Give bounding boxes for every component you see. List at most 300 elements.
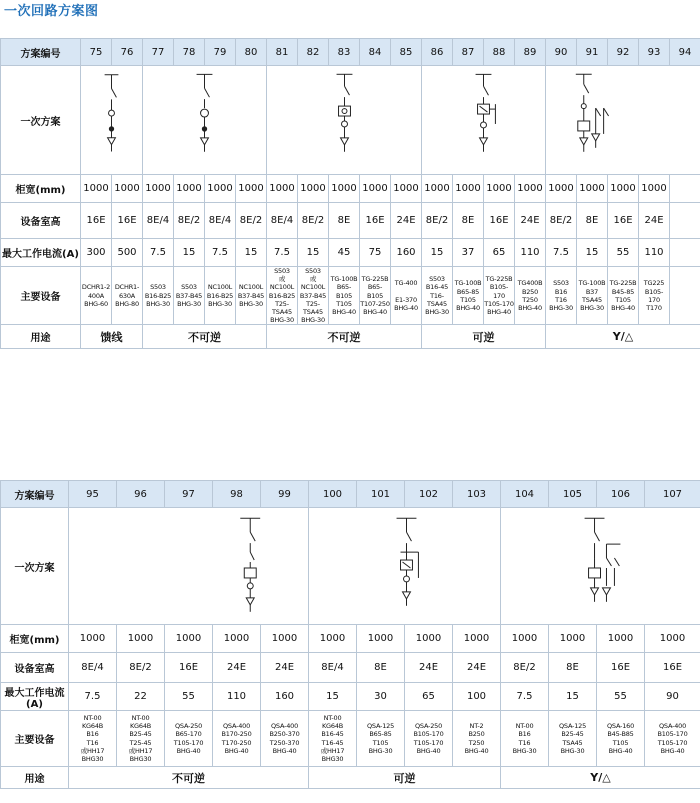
- scheme-number: 84: [360, 39, 391, 66]
- primary-scheme-label: 一次方案: [1, 66, 81, 175]
- equipment-line: B105-170: [413, 730, 444, 739]
- usage-label: 用途: [1, 325, 81, 349]
- equipment-line: T105: [336, 299, 352, 308]
- cabinet-width-value: 1000: [267, 175, 298, 203]
- equipment-line: B16: [554, 287, 568, 296]
- max-current-value: 15: [174, 239, 205, 267]
- max-current-value: 75: [360, 239, 391, 267]
- equipment-line: NT-2: [469, 722, 484, 731]
- max-current-value: [670, 239, 700, 267]
- max-current-value: 37: [453, 239, 484, 267]
- main-equipment-label: 主要设备: [1, 267, 81, 325]
- equipment-line: T250: [468, 738, 485, 747]
- max-current-label: 最大工作电流(A): [1, 239, 81, 267]
- equipment-line: B16-B25: [144, 291, 172, 300]
- room-height-value: 8E/4: [205, 203, 236, 239]
- circuit-diagram-100-103: [309, 508, 501, 625]
- scheme-number: 101: [357, 481, 405, 508]
- scheme-number: 89: [515, 39, 546, 66]
- equipment-line: B105-170: [644, 287, 664, 304]
- equipment-line: BHG-40: [608, 746, 633, 755]
- equipment-line: 630A: [118, 291, 136, 300]
- equipment-cell: [81, 267, 112, 325]
- room-height-value: 24E: [515, 203, 546, 239]
- equipment-line: B16-45: [321, 730, 344, 739]
- equipment-line: DCHR1-: [114, 283, 140, 292]
- scheme-number: 107: [645, 481, 700, 508]
- equipment-line: BHG30: [321, 754, 344, 763]
- equipment-line: T16: [555, 295, 567, 304]
- equipment-cell: [577, 267, 608, 325]
- equipment-line: BHG-40: [456, 303, 480, 312]
- equipment-cell: [174, 267, 205, 325]
- usage-cell: 可逆: [309, 767, 501, 789]
- equipment-cell: [670, 267, 700, 325]
- equipment-line: B65-170: [175, 730, 202, 739]
- equipment-line: T170: [646, 303, 662, 312]
- scheme-number: 76: [112, 39, 143, 66]
- equipment-line: S503: [181, 283, 197, 292]
- max-current-value: 7.5: [69, 683, 117, 711]
- room-height-value: 24E: [453, 653, 501, 683]
- cabinet-width-value: 1000: [165, 625, 213, 653]
- scheme-number: 82: [298, 39, 329, 66]
- equipment-line: T16-45: [321, 738, 344, 747]
- equipment-line: TG-225B: [361, 275, 389, 284]
- equipment-line: QSA-400: [270, 722, 299, 731]
- cabinet-width-value: 1000: [501, 625, 549, 653]
- max-current-value: 15: [549, 683, 597, 711]
- equipment-cell: [165, 711, 213, 767]
- room-height-value: 8E/2: [422, 203, 453, 239]
- equipment-line: BHG-30: [301, 316, 325, 325]
- scheme-number: 99: [261, 481, 309, 508]
- equipment-line: BHG-30: [368, 746, 393, 755]
- equipment-line: NC100L: [207, 283, 233, 292]
- scheme-number: 102: [405, 481, 453, 508]
- equipment-cell: [236, 267, 267, 325]
- circuit-diagram-90-94: [546, 66, 700, 175]
- equipment-line: BHG-30: [146, 299, 170, 308]
- cabinet-width-value: 1000: [360, 175, 391, 203]
- equipment-cell: [645, 711, 700, 767]
- room-height-value: 16E: [360, 203, 391, 239]
- equipment-line: 或HH17: [320, 746, 345, 755]
- usage-cell: 不可逆: [267, 325, 422, 349]
- equipment-line: T250: [522, 295, 538, 304]
- max-current-value: 22: [117, 683, 165, 711]
- equipment-line: B37-B45: [175, 291, 203, 300]
- equipment-cell: [309, 711, 357, 767]
- equipment-line: BHG-30: [560, 746, 585, 755]
- equipment-line: B25-45: [561, 730, 584, 739]
- room-height-value: 8E: [357, 653, 405, 683]
- room-height-value: 8E/4: [143, 203, 174, 239]
- cabinet-width-value: 1000: [143, 175, 174, 203]
- equipment-line: NT-00: [131, 713, 150, 722]
- equipment-line: B65-85: [456, 287, 480, 296]
- equipment-line: B16: [518, 730, 531, 739]
- usage-cell: Y/△: [546, 325, 700, 349]
- equipment-line: T105: [460, 295, 476, 304]
- equipment-line: BHG-40: [363, 308, 387, 317]
- scheme-number: 104: [501, 481, 549, 508]
- equipment-line: T16: [86, 738, 99, 747]
- scheme-table-2: [0, 480, 700, 789]
- equipment-line: T25-45: [129, 738, 152, 747]
- cabinet-width-value: 1000: [213, 625, 261, 653]
- equipment-line: QSA-250: [174, 722, 203, 731]
- equipment-cell: [501, 711, 549, 767]
- equipment-line: NT-00: [515, 722, 534, 731]
- equipment-cell: [391, 267, 422, 325]
- equipment-cell: [484, 267, 515, 325]
- cabinet-width-value: 1000: [329, 175, 360, 203]
- scheme-number: 86: [422, 39, 453, 66]
- max-current-value: 7.5: [267, 239, 298, 267]
- equipment-line: QSA-400: [658, 722, 687, 731]
- page-title: 一次回路方案图: [4, 4, 99, 19]
- usage-cell: 不可逆: [143, 325, 267, 349]
- scheme-number: 103: [453, 481, 501, 508]
- room-height-value: 8E/2: [236, 203, 267, 239]
- scheme-number: 75: [81, 39, 112, 66]
- equipment-line: BHG30: [81, 754, 104, 763]
- equipment-line: TG-225B: [485, 275, 513, 284]
- room-height-value: 8E/4: [69, 653, 117, 683]
- max-current-value: 45: [329, 239, 360, 267]
- equipment-line: B105-170: [657, 730, 688, 739]
- equipment-line: B105-170: [489, 283, 509, 300]
- circuit-diagram-75-76: [81, 66, 143, 175]
- equipment-line: BHG-40: [487, 308, 511, 317]
- equipment-line: QSA-160: [606, 722, 635, 731]
- cabinet-width-value: 1000: [117, 625, 165, 653]
- room-height-value: 24E: [391, 203, 422, 239]
- equipment-line: BHG-40: [518, 303, 542, 312]
- max-current-value: 15: [236, 239, 267, 267]
- scheme-number: 83: [329, 39, 360, 66]
- equipment-line: B250: [521, 287, 539, 296]
- cabinet-width-value: 1000: [81, 175, 112, 203]
- max-current-value: 110: [213, 683, 261, 711]
- room-height-value: 24E: [405, 653, 453, 683]
- cabinet-width-value: 1000: [546, 175, 577, 203]
- cabinet-width-value: 1000: [645, 625, 700, 653]
- equipment-line: T105: [612, 738, 629, 747]
- scheme-number: 88: [484, 39, 515, 66]
- equipment-line: BHG-30: [549, 303, 573, 312]
- equipment-line: KG64B: [321, 722, 344, 731]
- equipment-line: T107-250: [360, 299, 390, 308]
- equipment-cell: [261, 711, 309, 767]
- equipment-line: TG225: [643, 279, 665, 288]
- max-current-value: 65: [484, 239, 515, 267]
- cabinet-width-value: 1000: [597, 625, 645, 653]
- equipment-line: BHG-30: [177, 299, 201, 308]
- equipment-line: T25-TSA45: [272, 299, 292, 317]
- equipment-line: BHG-40: [176, 746, 201, 755]
- equipment-line: T16: [518, 738, 531, 747]
- equipment-line: BHG-40: [224, 746, 249, 755]
- room-height-value: 8E: [453, 203, 484, 239]
- equipment-line: TG-225B: [609, 279, 637, 288]
- scheme-number: 95: [69, 481, 117, 508]
- scheme-number: 90: [546, 39, 577, 66]
- max-current-value: 7.5: [205, 239, 236, 267]
- equipment-line: B65-B105: [366, 283, 384, 300]
- equipment-line: B45-85: [611, 287, 635, 296]
- cabinet-width-value: 1000: [453, 175, 484, 203]
- scheme-number: 92: [608, 39, 639, 66]
- equipment-line: 或HH17: [80, 746, 105, 755]
- equipment-line: B65-85: [369, 730, 392, 739]
- equipment-line: B37-B45: [299, 291, 327, 300]
- equipment-line: KG64B: [81, 722, 104, 731]
- max-current-value: 55: [597, 683, 645, 711]
- scheme-number: 77: [143, 39, 174, 66]
- room-height-label: 设备室高: [1, 653, 69, 683]
- room-height-value: 8E/2: [501, 653, 549, 683]
- equipment-line: T25-TSA45: [303, 299, 323, 317]
- room-height-value: 8E/2: [174, 203, 205, 239]
- max-current-label: 最大工作电流(A): [1, 683, 69, 711]
- cabinet-width-value: 1000: [309, 625, 357, 653]
- cabinet-width-value: 1000: [405, 625, 453, 653]
- equipment-line: DCHR1-2: [81, 283, 111, 292]
- scheme-number: 97: [165, 481, 213, 508]
- equipment-cell: [360, 267, 391, 325]
- primary-scheme-label: 一次方案: [1, 508, 69, 625]
- equipment-line: TG-400: [394, 279, 418, 288]
- scheme-number: 100: [309, 481, 357, 508]
- equipment-line: B37: [585, 287, 599, 296]
- equipment-line: BHG-30: [239, 299, 263, 308]
- cabinet-width-value: 1000: [515, 175, 546, 203]
- equipment-cell: [143, 267, 174, 325]
- equipment-cell: [267, 267, 298, 325]
- room-height-value: 8E/4: [267, 203, 298, 239]
- equipment-line: T105-170: [413, 738, 444, 747]
- equipment-cell: [453, 711, 501, 767]
- equipment-line: T170-250: [221, 738, 252, 747]
- max-current-value: 7.5: [143, 239, 174, 267]
- equipment-line: TG400B: [517, 279, 543, 288]
- scheme-number-label: 方案编号: [1, 481, 69, 508]
- max-current-value: 65: [405, 683, 453, 711]
- equipment-cell: [117, 711, 165, 767]
- equipment-line: 400A: [87, 291, 105, 300]
- equipment-line: BHG-40: [332, 308, 356, 317]
- room-height-value: 8E/2: [298, 203, 329, 239]
- scheme-number: 81: [267, 39, 298, 66]
- equipment-line: [391, 288, 421, 296]
- equipment-line: S503: [150, 283, 166, 292]
- max-current-value: 15: [298, 239, 329, 267]
- equipment-line: B250: [468, 730, 485, 739]
- cabinet-width-value: 1000: [174, 175, 205, 203]
- scheme-number: 93: [639, 39, 670, 66]
- equipment-line: BHG-80: [115, 299, 139, 308]
- equipment-line: B16-B25: [268, 291, 296, 300]
- usage-label: 用途: [1, 767, 69, 789]
- circuit-diagram-81-85: [267, 66, 422, 175]
- equipment-line: QSA-250: [414, 722, 443, 731]
- room-height-value: 16E: [484, 203, 515, 239]
- max-current-value: 110: [515, 239, 546, 267]
- equipment-line: BHG-40: [464, 746, 489, 755]
- equipment-line: BHG30: [129, 754, 152, 763]
- room-height-value: 24E: [213, 653, 261, 683]
- equipment-cell: [453, 267, 484, 325]
- equipment-line: B170-250: [221, 730, 252, 739]
- room-height-label: 设备室高: [1, 203, 81, 239]
- cabinet-width-value: 1000: [577, 175, 608, 203]
- scheme-number: 80: [236, 39, 267, 66]
- equipment-cell: [597, 711, 645, 767]
- equipment-cell: [546, 267, 577, 325]
- equipment-line: T105-170: [484, 299, 514, 308]
- usage-cell: 可逆: [422, 325, 546, 349]
- equipment-line: NT-00: [323, 713, 342, 722]
- scheme-number: 105: [549, 481, 597, 508]
- room-height-value: 8E: [549, 653, 597, 683]
- equipment-line: S503: [305, 267, 321, 275]
- equipment-cell: [69, 711, 117, 767]
- equipment-line: B25-45: [129, 730, 152, 739]
- circuit-diagram-77-80: [143, 66, 267, 175]
- max-current-value: 160: [261, 683, 309, 711]
- equipment-line: TG-100B: [454, 279, 482, 288]
- circuit-diagram-104-107: [501, 508, 700, 625]
- equipment-line: BHG-60: [84, 299, 108, 308]
- equipment-line: NT-00: [83, 713, 102, 722]
- equipment-line: B16-B25: [206, 291, 234, 300]
- room-height-value: 16E: [112, 203, 143, 239]
- equipment-cell: [298, 267, 329, 325]
- scheme-number: 106: [597, 481, 645, 508]
- cabinet-width-value: 1000: [484, 175, 515, 203]
- equipment-line: T105-170: [657, 738, 688, 747]
- max-current-value: 55: [165, 683, 213, 711]
- equipment-line: T105: [372, 738, 389, 747]
- equipment-line: BHG-30: [425, 308, 449, 317]
- equipment-line: BHG-40: [272, 746, 297, 755]
- equipment-cell: [329, 267, 360, 325]
- cabinet-width-label: 柜宽(mm): [1, 625, 69, 653]
- equipment-line: T105: [615, 295, 631, 304]
- max-current-value: 300: [81, 239, 112, 267]
- cabinet-width-value: 1000: [391, 175, 422, 203]
- room-height-value: 8E/2: [546, 203, 577, 239]
- cabinet-width-value: 1000: [357, 625, 405, 653]
- equipment-cell: [405, 711, 453, 767]
- equipment-line: TG-100B: [578, 279, 606, 288]
- equipment-line: 或NC100L: [269, 275, 295, 292]
- circuit-diagram-95-99: [69, 508, 309, 625]
- cabinet-width-value: 1000: [69, 625, 117, 653]
- usage-cell: Y/△: [501, 767, 700, 789]
- equipment-line: BHG-40: [394, 303, 418, 312]
- usage-cell: 馈线: [81, 325, 143, 349]
- equipment-line: B65-B105: [335, 283, 353, 300]
- max-current-value: 100: [453, 683, 501, 711]
- equipment-line: B16-45: [425, 283, 449, 292]
- equipment-line: S503: [429, 275, 445, 284]
- equipment-line: B37-B45: [237, 291, 265, 300]
- equipment-line: BHG-40: [611, 303, 635, 312]
- max-current-value: 160: [391, 239, 422, 267]
- equipment-line: NC100L: [238, 283, 264, 292]
- max-current-value: 55: [608, 239, 639, 267]
- equipment-line: QSA-400: [222, 722, 251, 731]
- scheme-number: 98: [213, 481, 261, 508]
- equipment-cell: [639, 267, 670, 325]
- equipment-cell: [357, 711, 405, 767]
- equipment-line: S503: [553, 279, 569, 288]
- cabinet-width-value: 1000: [112, 175, 143, 203]
- scheme-number: 79: [205, 39, 236, 66]
- equipment-line: BHG-30: [580, 303, 604, 312]
- equipment-cell: [608, 267, 639, 325]
- max-current-value: 90: [645, 683, 700, 711]
- equipment-line: B16: [86, 730, 99, 739]
- room-height-value: 16E: [597, 653, 645, 683]
- cabinet-width-value: 1000: [422, 175, 453, 203]
- equipment-line: BHG-40: [416, 746, 441, 755]
- equipment-line: S503: [274, 267, 290, 275]
- usage-cell: 不可逆: [69, 767, 309, 789]
- equipment-line: B250-370: [269, 730, 300, 739]
- equipment-cell: [422, 267, 453, 325]
- cabinet-width-value: 1000: [453, 625, 501, 653]
- equipment-line: TSA45: [562, 738, 583, 747]
- cabinet-width-value: 1000: [298, 175, 329, 203]
- scheme-number: 96: [117, 481, 165, 508]
- equipment-line: QSA-125: [366, 722, 395, 731]
- cabinet-width-value: [670, 175, 700, 203]
- cabinet-width-value: 1000: [608, 175, 639, 203]
- equipment-line: T250-370: [269, 738, 300, 747]
- room-height-value: 16E: [645, 653, 700, 683]
- equipment-line: T16-TSA45: [427, 291, 447, 308]
- equipment-line: B45-B85: [607, 730, 634, 739]
- equipment-line: BHG-30: [208, 299, 232, 308]
- cabinet-width-value: 1000: [639, 175, 670, 203]
- room-height-value: 8E/4: [309, 653, 357, 683]
- equipment-line: BHG-30: [270, 316, 294, 325]
- max-current-value: 500: [112, 239, 143, 267]
- equipment-line: BHG-30: [512, 746, 537, 755]
- scheme-number: 91: [577, 39, 608, 66]
- max-current-value: 30: [357, 683, 405, 711]
- equipment-line: 或NC100L: [300, 275, 326, 292]
- scheme-number: 85: [391, 39, 422, 66]
- equipment-line: BHG-40: [660, 746, 685, 755]
- equipment-cell: [213, 711, 261, 767]
- equipment-cell: [549, 711, 597, 767]
- max-current-value: 110: [639, 239, 670, 267]
- room-height-value: 16E: [81, 203, 112, 239]
- equipment-cell: [515, 267, 546, 325]
- main-equipment-label: 主要设备: [1, 711, 69, 767]
- max-current-value: 15: [577, 239, 608, 267]
- room-height-value: 24E: [639, 203, 670, 239]
- room-height-value: [670, 203, 700, 239]
- room-height-value: 8E: [329, 203, 360, 239]
- circuit-diagram-86-89: [422, 66, 546, 175]
- scheme-number-label: 方案编号: [1, 39, 81, 66]
